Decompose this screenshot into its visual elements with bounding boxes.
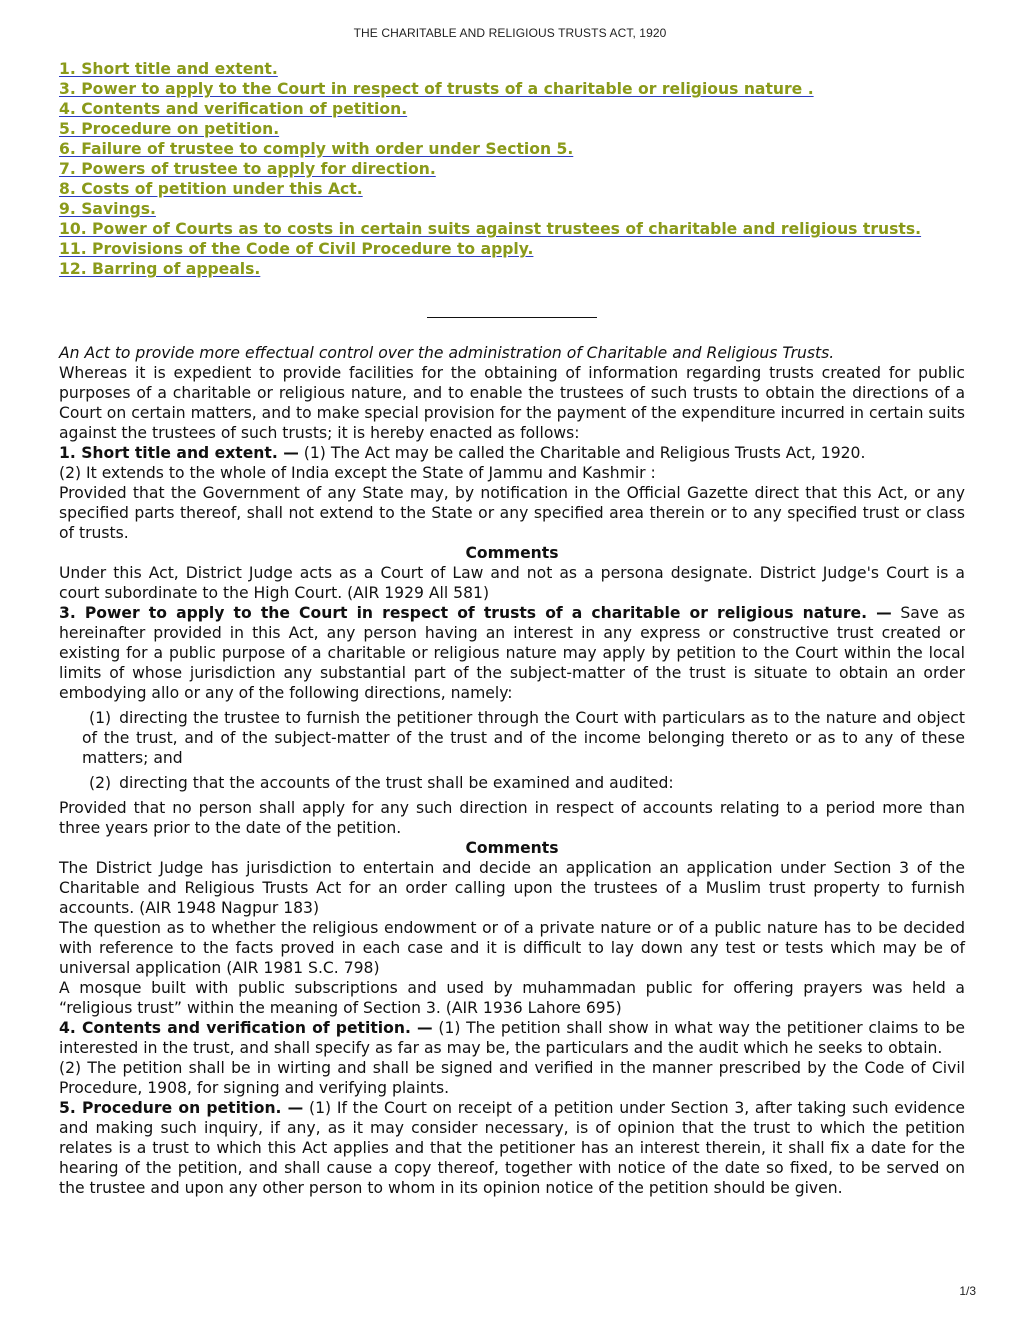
section-1-clause-1: (1) The Act may be called the Charitable and Religious Trusts Act, 1920. <box>298 444 866 462</box>
section-1-paragraph-1 <box>59 443 965 463</box>
section-1-comment: Under this Act, District Judge acts as a Court of Law and not as a persona designate. District Judge's Court is a court subordinate to the High Court. (AIR 1929 All 581) <box>59 564 965 602</box>
toc-item <box>59 99 965 119</box>
toc-link-section-9[interactable]: 9. Savings. <box>59 200 156 218</box>
toc-link-section-5[interactable]: 5. Procedure on petition. <box>59 120 280 138</box>
clause-text: directing the trustee to furnish the petitioner through the Court with particulars as to the nature and object of the trust, and of the subject-matter of the trust and of the income belonging thereto or as to any of these matters; and <box>82 709 965 767</box>
toc-link-section-6[interactable]: 6. Failure of trustee to comply with order under Section 5. <box>59 140 574 158</box>
toc-link-section-11[interactable]: 11. Provisions of the Code of Civil Procedure to apply. <box>59 240 534 258</box>
toc-link-section-7[interactable]: 7. Powers of trustee to apply for direction. <box>59 160 436 178</box>
section-1-heading: 1. Short title and extent. — <box>59 444 299 462</box>
page-number: 1/3 <box>959 1284 976 1298</box>
section-1-clause-2: (2) It extends to the whole of India except the State of Jammu and Kashmir : <box>59 464 656 482</box>
act-long-title: An Act to provide more effectual control over the administration of Charitable and Religious Trusts. <box>59 344 835 362</box>
toc-item <box>59 219 965 239</box>
toc-item <box>59 79 965 99</box>
section-3-comment: The District Judge has jurisdiction to entertain and decide an application an application under Section 3 of the Charitable and Religious Trusts Act for an order calling upon the trustees of a Muslim trust property to furnish accounts. (AIR 1948 Nagpur 183) <box>59 859 965 917</box>
clause-number: (2) <box>89 774 112 792</box>
section-1-comments-heading: Comments <box>465 544 559 562</box>
preamble-text: Whereas it is expedient to provide facilities for the obtaining of information regarding trusts created for public purposes of a charitable or religious nature, and to enable the trustees of such trusts to obtain the directions of a Court on certain matters, and to make special provision for the payment of the expenditure incurred in certain suits against the trustees of such trusts; it is hereby enacted as follows: <box>59 364 965 442</box>
section-3-text: Save as hereinafter provided in this Act, any person having an interest in any express or constructive trust created or existing for a public purpose of a charitable or religious nature may apply by petition to the Court within the local limits of whose jurisdiction any substantial part of the subject-matter of the trust is situate to obtain an order embodying allo or any of the following directions, namely: <box>59 604 965 702</box>
section-4-paragraph-1 <box>59 1018 965 1058</box>
page-header-title: THE CHARITABLE AND RELIGIOUS TRUSTS ACT, 1920 <box>353 26 667 40</box>
toc-link-section-4[interactable]: 4. Contents and verification of petition. <box>59 100 408 118</box>
toc-item <box>59 199 965 219</box>
section-1-proviso: Provided that the Government of any State may, by notification in the Official Gazette direct that this Act, or any specified parts thereof, shall not extend to the State or any specified area therein or to any specified trust or class of trusts. <box>59 484 965 542</box>
toc-item <box>59 139 965 159</box>
clause-number: (1) <box>89 709 112 727</box>
toc-item <box>59 179 965 199</box>
toc-item <box>59 59 965 79</box>
section-3-heading: 3. Power to apply to the Court in respect of trusts of a charitable or religious nature. — <box>59 604 892 622</box>
section-3-comment: A mosque built with public subscriptions and used by muhammadan public for offering prayers was held a “religious trust” within the meaning of Section 3. (AIR 1936 Lahore 695) <box>59 979 965 1017</box>
toc-item <box>59 159 965 179</box>
table-of-contents <box>59 59 965 279</box>
toc-item <box>59 119 965 139</box>
section-divider <box>427 317 597 318</box>
toc-link-section-10[interactable]: 10. Power of Courts as to costs in certain suits against trustees of charitable and religious trusts. <box>59 220 922 238</box>
toc-item <box>59 259 965 279</box>
clause-text: directing that the accounts of the trust shall be examined and audited: <box>119 774 674 792</box>
section-3-paragraph <box>59 603 965 703</box>
document-body <box>59 59 965 1198</box>
section-4-clause-1: (1) The petition shall show in what way the petitioner claims to be interested in the trust, and shall specify as far as may be, the particulars and the audit which he seeks to obtain. <box>59 1019 965 1057</box>
section-3-proviso: Provided that no person shall apply for any such direction in respect of accounts relating to a period more than three years prior to the date of the petition. <box>59 799 965 837</box>
section-3-comment: The question as to whether the religious endowment or of a private nature or of a public nature has to be decided with reference to the facts proved in each case and it is difficult to lay down any test or tests which may be of universal application (AIR 1981 S.C. 798) <box>59 919 965 977</box>
section-5-clause-1: (1) If the Court on receipt of a petition under Section 3, after taking such evidence and making such inquiry, if any, as it may consider necessary, is of opinion that the trust to which the petition relates is a trust to which this Act applies and that the petitioner has an interest therein, it shall fix a date for the hearing of the petition, and shall cause a copy thereof, together with notice of the date so fixed, to be served on the trustee and upon any other person to whom in its opinion notice of the petition should be given. <box>59 1099 966 1197</box>
section-4-heading: 4. Contents and verification of petition. — <box>59 1019 433 1037</box>
toc-link-section-1[interactable]: 1. Short title and extent. <box>59 60 278 78</box>
toc-item <box>59 239 965 259</box>
section-5-heading: 5. Procedure on petition. — <box>59 1099 304 1117</box>
section-3-comments-heading: Comments <box>465 839 559 857</box>
section-4-clause-2: (2) The petition shall be in wirting and shall be signed and verified in the manner prescribed by the Code of Civil Procedure, 1908, for signing and verifying plaints. <box>59 1059 965 1097</box>
section-3-clause-2 <box>82 773 965 793</box>
toc-link-section-3[interactable]: 3. Power to apply to the Court in respect of trusts of a charitable or religious nature . <box>59 80 814 98</box>
toc-link-section-8[interactable]: 8. Costs of petition under this Act. <box>59 180 363 198</box>
section-5-paragraph-1 <box>59 1098 965 1198</box>
section-3-clause-1 <box>82 708 965 768</box>
toc-link-section-12[interactable]: 12. Barring of appeals. <box>59 260 261 278</box>
